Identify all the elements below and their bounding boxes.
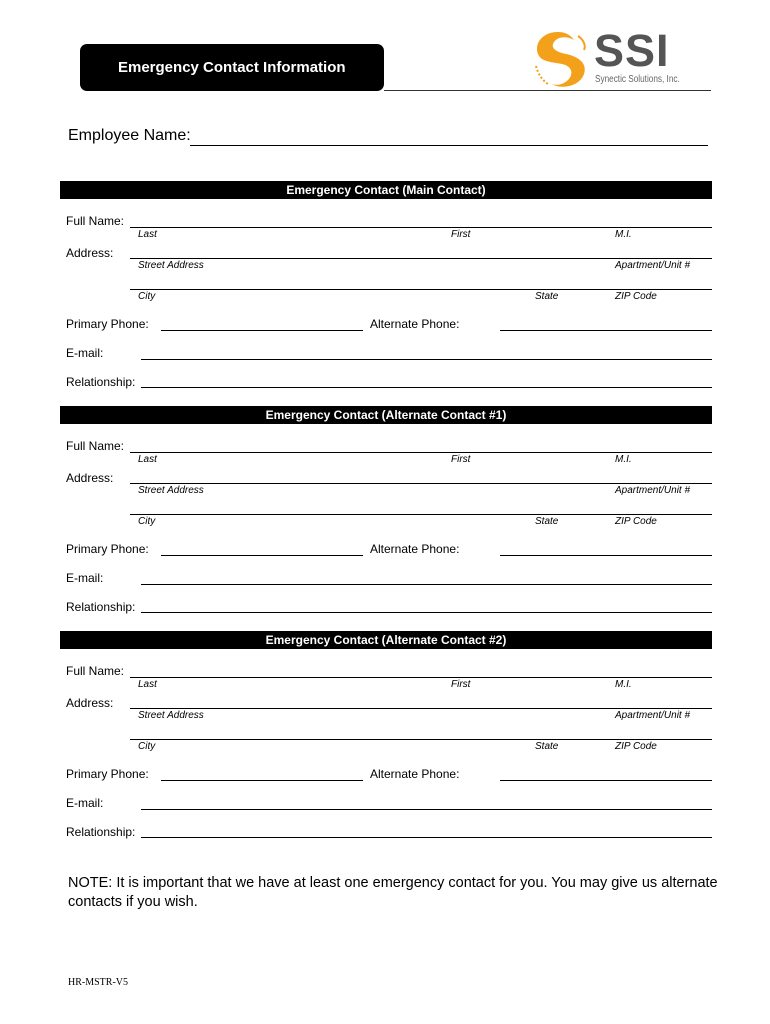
email-label: E-mail:	[66, 346, 104, 360]
primary-phone-field[interactable]	[161, 555, 363, 556]
city-state-zip-field[interactable]	[130, 514, 712, 515]
section-title: Emergency Contact (Alternate Contact #2)	[60, 631, 712, 649]
relationship-label: Relationship:	[66, 600, 136, 614]
street-caption: Street Address	[138, 485, 204, 496]
logo-text: SSI	[594, 25, 670, 76]
form-title-text: Emergency Contact Information	[118, 59, 346, 76]
address-label: Address:	[66, 471, 114, 485]
full-name-label: Full Name:	[66, 214, 125, 228]
note-text: NOTE: It is important that we have at least one emergency contact for you. You may give us alternate contacts if you wish.	[68, 875, 718, 910]
primary-phone-label: Primary Phone:	[66, 767, 149, 781]
first-caption: First	[451, 679, 471, 690]
full-name-field[interactable]	[130, 677, 712, 678]
email-field[interactable]	[141, 809, 712, 810]
employee-name-label: Employee Name:	[68, 127, 191, 144]
first-caption: First	[451, 229, 471, 240]
full-name-field[interactable]	[130, 452, 712, 453]
alternate-phone-field[interactable]	[500, 330, 712, 331]
form-title	[80, 44, 384, 91]
relationship-label: Relationship:	[66, 375, 136, 389]
city-state-zip-field[interactable]	[130, 739, 712, 740]
city-caption: City	[138, 516, 156, 527]
relationship-label: Relationship:	[66, 825, 136, 839]
primary-phone-field[interactable]	[161, 780, 363, 781]
primary-phone-label: Primary Phone:	[66, 317, 149, 331]
full-name-field[interactable]	[130, 227, 712, 228]
alternate-phone-label: Alternate Phone:	[370, 542, 460, 556]
alternate-phone-label: Alternate Phone:	[370, 317, 460, 331]
email-field[interactable]	[141, 584, 712, 585]
last-caption: Last	[138, 229, 157, 240]
city-state-zip-field[interactable]	[130, 289, 712, 290]
primary-phone-field[interactable]	[161, 330, 363, 331]
mi-caption: M.I.	[615, 679, 632, 690]
last-caption: Last	[138, 454, 157, 465]
zip-caption: ZIP Code	[615, 741, 657, 752]
email-field[interactable]	[141, 359, 712, 360]
apt-caption: Apartment/Unit #	[615, 710, 691, 721]
full-name-label: Full Name:	[66, 664, 125, 678]
section-title: Emergency Contact (Main Contact)	[60, 181, 712, 199]
email-label: E-mail:	[66, 796, 104, 810]
last-caption: Last	[138, 679, 157, 690]
street-address-field[interactable]	[130, 483, 712, 484]
employee-name-field[interactable]	[190, 145, 708, 146]
street-caption: Street Address	[138, 260, 204, 271]
company-logo	[528, 26, 688, 92]
relationship-field[interactable]	[141, 612, 712, 613]
alternate-phone-field[interactable]	[500, 780, 712, 781]
city-caption: City	[138, 291, 156, 302]
apt-caption: Apartment/Unit #	[615, 485, 691, 496]
zip-caption: ZIP Code	[615, 291, 657, 302]
logo-subtext: Synectic Solutions, Inc.	[595, 74, 680, 85]
state-caption: State	[535, 291, 559, 302]
zip-caption: ZIP Code	[615, 516, 657, 527]
mi-caption: M.I.	[615, 229, 632, 240]
state-caption: State	[535, 516, 559, 527]
first-caption: First	[451, 454, 471, 465]
alternate-phone-label: Alternate Phone:	[370, 767, 460, 781]
street-address-field[interactable]	[130, 708, 712, 709]
apt-caption: Apartment/Unit #	[615, 260, 691, 271]
full-name-label: Full Name:	[66, 439, 125, 453]
primary-phone-label: Primary Phone:	[66, 542, 149, 556]
state-caption: State	[535, 741, 559, 752]
section-title: Emergency Contact (Alternate Contact #1)	[60, 406, 712, 424]
logo-swirl-icon	[528, 26, 594, 92]
alternate-phone-field[interactable]	[500, 555, 712, 556]
street-address-field[interactable]	[130, 258, 712, 259]
street-caption: Street Address	[138, 710, 204, 721]
address-label: Address:	[66, 696, 114, 710]
city-caption: City	[138, 741, 156, 752]
relationship-field[interactable]	[141, 387, 712, 388]
mi-caption: M.I.	[615, 454, 632, 465]
relationship-field[interactable]	[141, 837, 712, 838]
email-label: E-mail:	[66, 571, 104, 585]
address-label: Address:	[66, 246, 114, 260]
form-id: HR-MSTR-V5	[68, 977, 129, 988]
